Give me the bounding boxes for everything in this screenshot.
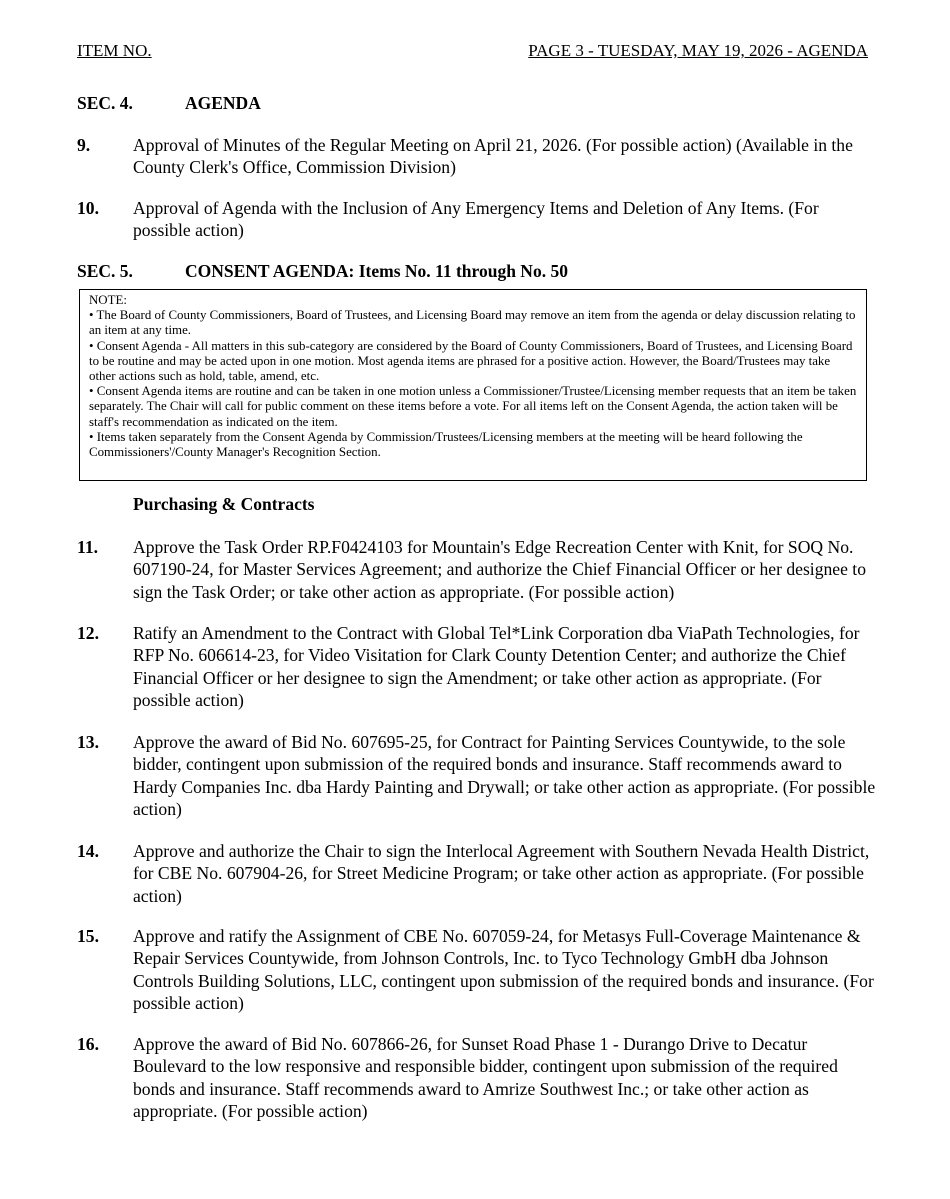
item-text: Approval of Agenda with the Inclusion of Any Emergency Items and Deletion of Any Items. (For possible action)	[133, 198, 819, 241]
item-number: 14.	[77, 841, 99, 861]
item-number: 9.	[77, 135, 91, 155]
item-text: Approve and authorize the Chair to sign the Interlocal Agreement with Southern Nevada Health District, for CBE No. 607904-26, for Street Medicine Program; or take other action as appropriate. (For possible action)	[133, 841, 870, 906]
item-number: 13.	[77, 732, 99, 752]
consent-item-12	[77, 622, 877, 712]
consent-note-box	[79, 289, 867, 481]
consent-item-14	[77, 840, 877, 907]
agenda-item-10	[77, 197, 877, 242]
consent-item-16	[77, 1033, 877, 1123]
section-title: AGENDA	[185, 93, 261, 113]
note-bullet: • Consent Agenda items are routine and can be taken in one motion unless a Commissioner/Trustee/Licensing member requests that an item be taken separately. The Chair will call for public comment on these items before a vote. For all items left on the Consent Agenda, the action taken will be staff's recommendation as indicated on the item.	[89, 384, 857, 429]
page-date-label: PAGE 3 - TUESDAY, MAY 19, 2026 - AGENDA	[528, 41, 868, 60]
consent-item-13	[77, 731, 877, 821]
note-label: NOTE:	[89, 293, 127, 307]
item-number: 11.	[77, 537, 99, 557]
section-4-heading	[77, 92, 261, 114]
item-text: Approve the award of Bid No. 607866-26, for Sunset Road Phase 1 - Durango Drive to Decatur Boulevard to the low responsive and responsible bidder, contingent upon submission of the required bonds and insurance. Staff recommends award to Amrize Southwest Inc.; or take other action as appropriate. (For possible action)	[133, 1034, 838, 1122]
item-text: Approval of Minutes of the Regular Meeting on April 21, 2026. (For possible action) (Available in the County Clerk's Office, Commission Division)	[133, 135, 853, 178]
item-no-label: ITEM NO.	[77, 41, 152, 60]
agenda-item-9	[77, 134, 877, 179]
item-number: 15.	[77, 926, 99, 946]
page-header	[77, 41, 868, 61]
item-text: Approve the award of Bid No. 607695-25, for Contract for Painting Services Countywide, to the sole bidder, contingent upon submission of the required bonds and insurance. Staff recommends award to Hardy Companies Inc. dba Hardy Painting and Drywall; or take other action as appropriate. (For possible action)	[133, 732, 876, 820]
section-title: CONSENT AGENDA: Items No. 11 through No. 50	[185, 261, 568, 281]
note-bullet: • Consent Agenda - All matters in this sub-category are considered by the Board of County Commissioners, Board of Trustees, and Licensing Board to be routine and may be acted upon in one motion. Most agenda items are phrased for a positive action. However, the Board/Trustees may take other actions such as hold, table, amend, etc.	[89, 338, 853, 384]
item-number: 10.	[77, 198, 99, 218]
section-5-heading	[77, 260, 568, 282]
item-text: Approve and ratify the Assignment of CBE No. 607059-24, for Metasys Full-Coverage Maintenance & Repair Services Countywide, from Johnson Controls, Inc. to Tyco Technology GmbH dba Johnson Controls Building Solutions, LLC, contingent upon submission of the required bonds and insurance. (For possible action)	[133, 926, 874, 1014]
item-number: 12.	[77, 623, 99, 643]
section-number: SEC. 4.	[77, 93, 133, 113]
item-text: Ratify an Amendment to the Contract with Global Tel*Link Corporation dba ViaPath Technologies, for RFP No. 606614-23, for Video Visitation for Clark County Detention Center; and authorize the Chief Financial Officer or her designee to sign the Amendment; or take other action as appropriate. (For possible action)	[133, 623, 860, 711]
item-text: Approve the Task Order RP.F0424103 for Mountain's Edge Recreation Center with Knit, for SOQ No. 607190-24, for Master Services Agreement; and authorize the Chief Financial Officer or her designee to sign the Task Order; or take other action as appropriate. (For possible action)	[133, 537, 866, 602]
consent-item-15	[77, 925, 877, 1015]
purchasing-contracts-heading: Purchasing & Contracts	[133, 494, 315, 514]
note-bullet: • The Board of County Commissioners, Board of Trustees, and Licensing Board may remove an item from the agenda or delay discussion relating to an item at any time.	[89, 308, 856, 338]
item-number: 16.	[77, 1034, 99, 1054]
section-number: SEC. 5.	[77, 261, 133, 281]
consent-item-11	[77, 536, 877, 603]
note-bullet: • Items taken separately from the Consent Agenda by Commission/Trustees/Licensing members at the meeting will be heard following the Commissioners'/County Manager's Recognition Section.	[89, 429, 803, 460]
